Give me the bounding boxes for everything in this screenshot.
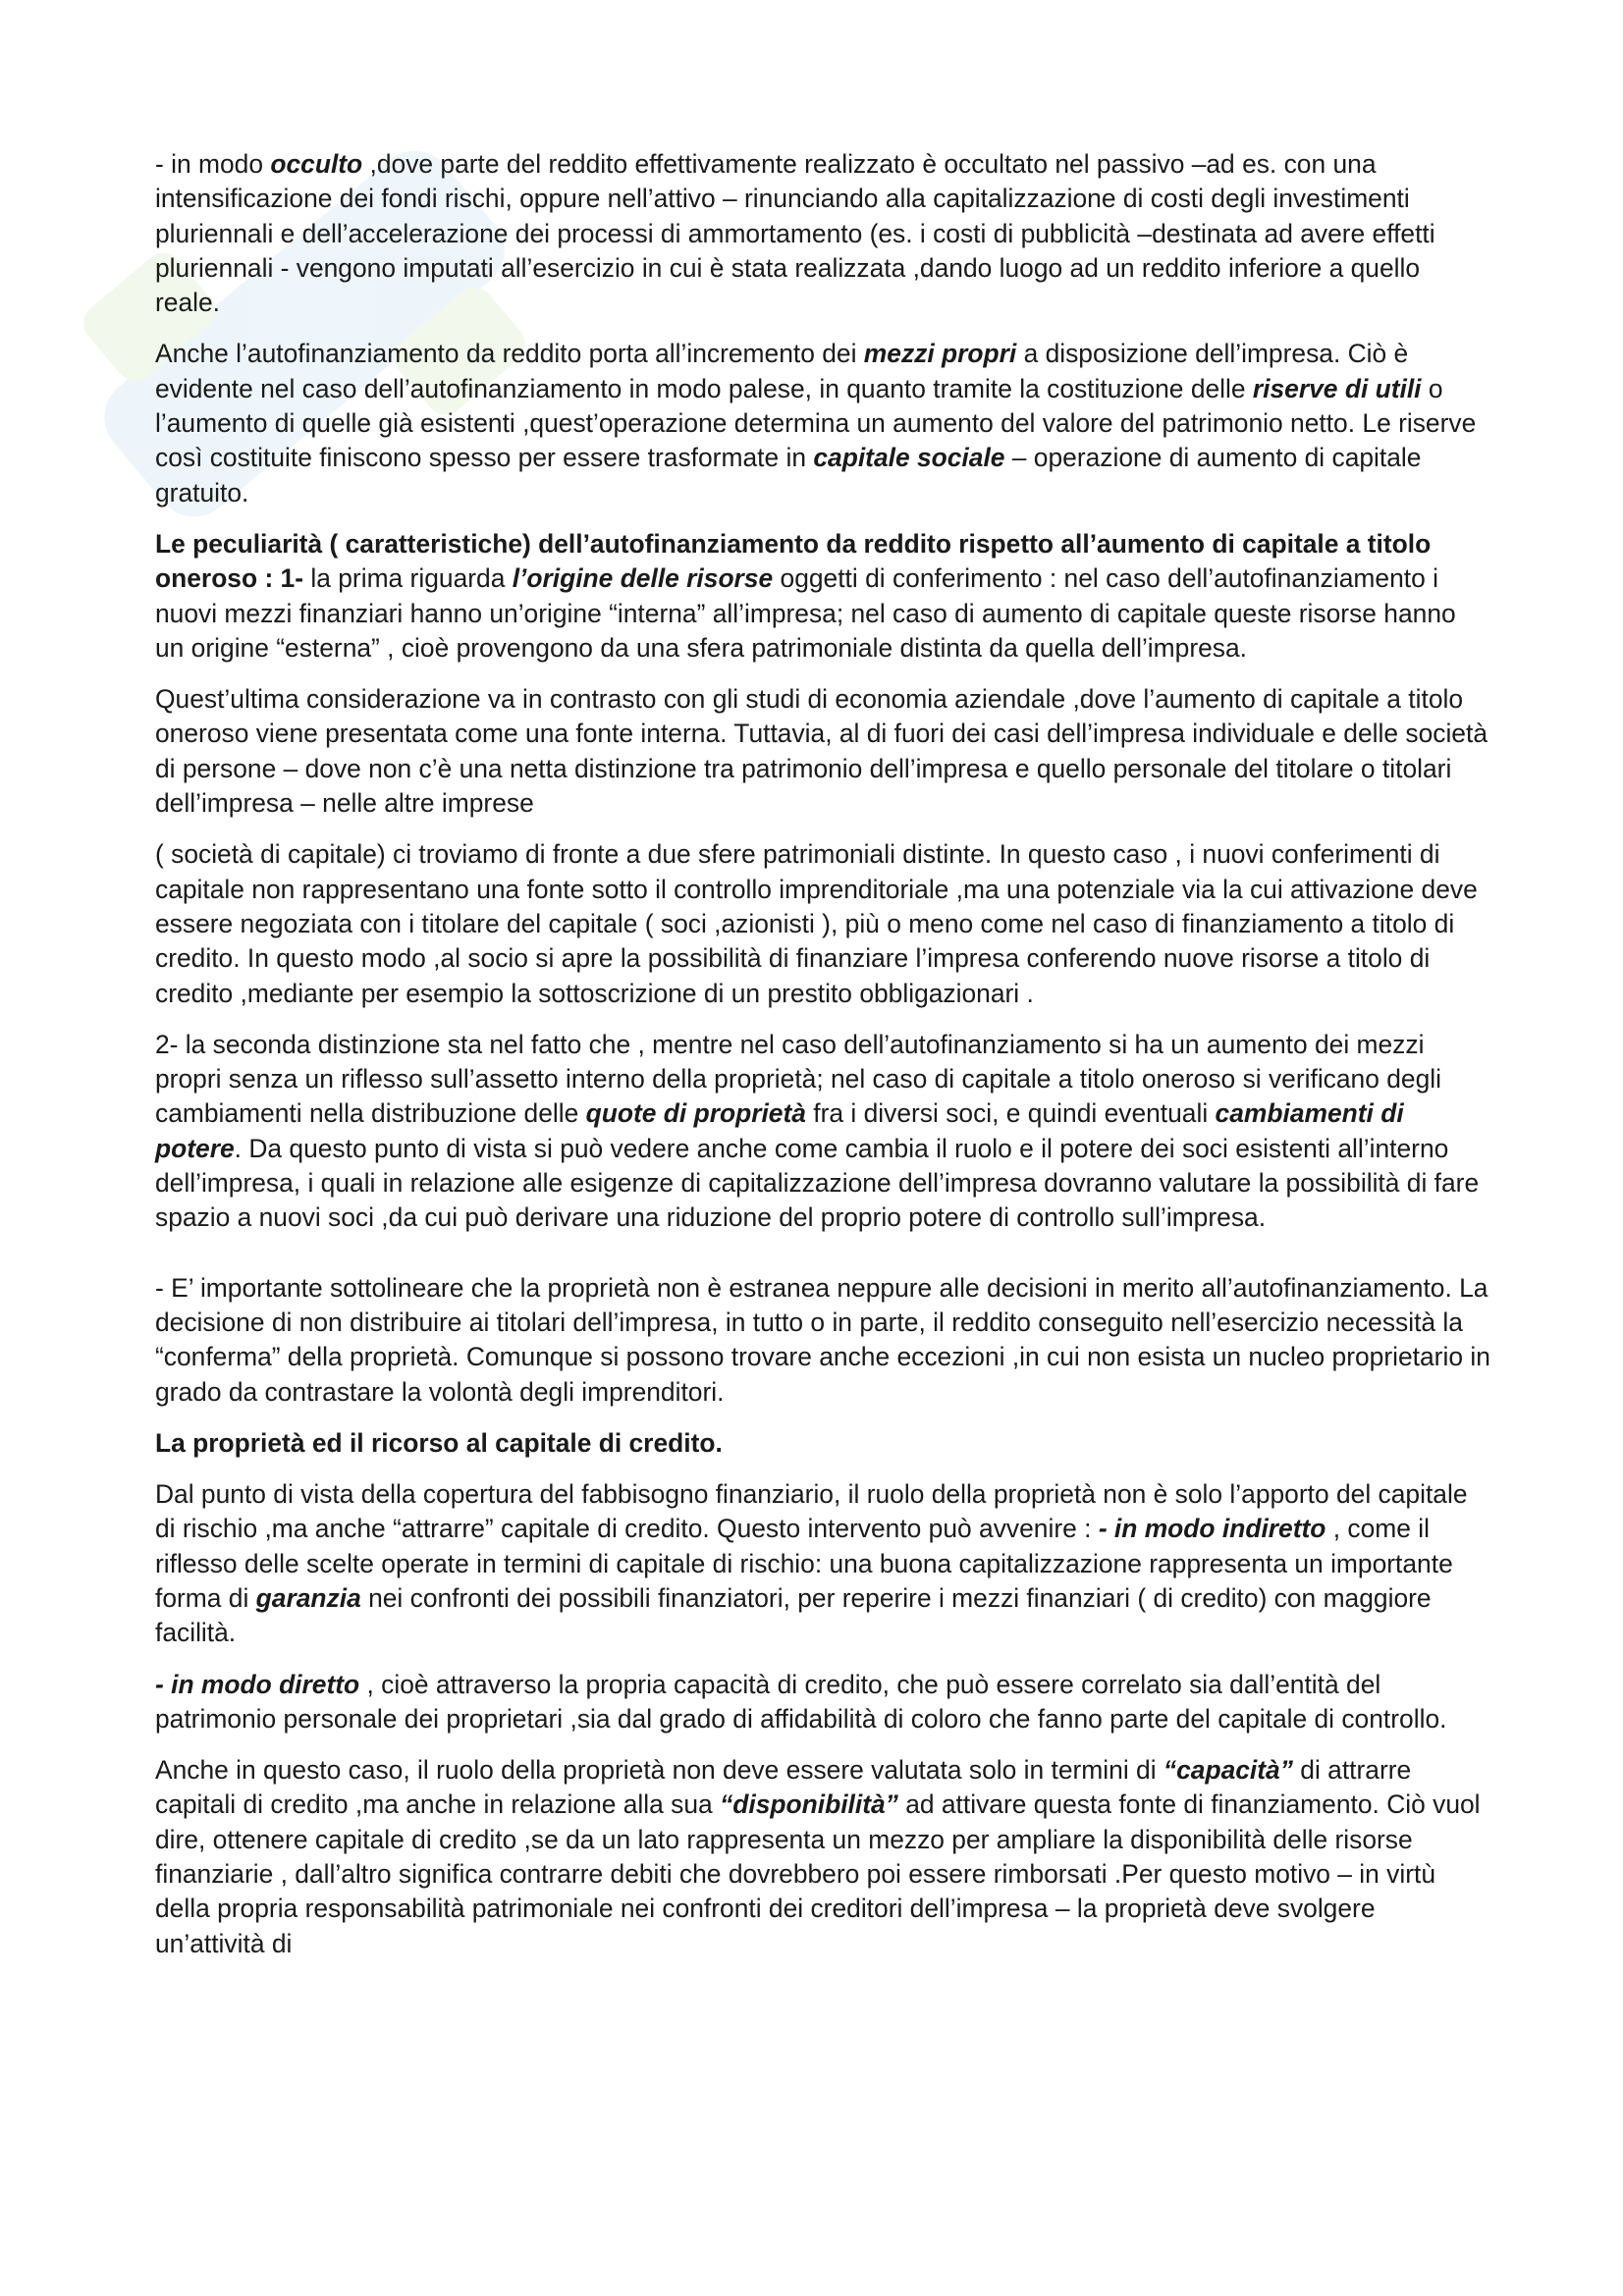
emphasis-text: occulto [270, 149, 363, 179]
emphasis-text: Le peculiarità ( caratteristiche) dell’autofinanziamento da reddito rispetto all’aumento di capitale a titolo oneroso : 1- [155, 528, 1432, 594]
document-body [155, 147, 1490, 1978]
text-run: di attrarre capitali di credito ,ma anche in relazione alla sua [155, 1755, 1412, 1820]
emphasis-text: l’origine delle risorse [512, 563, 774, 594]
text-run: Dal punto di vista della copertura del fabbisogno finanziario, il ruolo della proprietà non è solo l’apporto del capitale di rischio ,ma anche “attrarre” capitale di credito. Questo intervento può avvenire : [155, 1479, 1468, 1544]
paragraph [155, 1271, 1490, 1410]
emphasis-text: “disponibilità” [720, 1789, 898, 1820]
text-run: a disposizione dell’impresa. Ciò è evidente nel caso dell’autofinanziamento in modo palese, in quanto tramite la costituzione delle [155, 339, 1409, 403]
text-run: – operazione di aumento di capitale gratuito. [155, 443, 1422, 507]
emphasis-text: quote di proprietà [585, 1098, 806, 1129]
text-run: Anche l’autofinanziamento da reddito porta all’incremento dei [155, 339, 864, 369]
paragraph [155, 1668, 1490, 1737]
text-run: fra i diversi soci, e quindi eventuali [805, 1098, 1216, 1129]
paragraph [155, 337, 1490, 509]
paragraph [155, 1477, 1490, 1650]
paragraph [155, 147, 1490, 320]
paragraph [155, 1028, 1490, 1236]
paragraph [155, 1753, 1490, 1961]
text-run: . Da questo punto di vista si può vedere anche come cambia il ruolo e il potere dei soci esistenti all’interno dell’impresa, i quali in relazione alle esigenze di capitalizzazione dell’impresa dovranno valutare la possibilità di fare spazio a nuovi soci ,da cui può derivare una riduzione del proprio potere di controllo sull’impresa. [155, 1133, 1480, 1233]
emphasis-text: mezzi propri [863, 339, 1017, 369]
text-run: o l’aumento di quelle già esistenti ,quest’operazione determina un aumento del valore del patrimonio netto. Le riserve così costituite finiscono spesso per essere trasformate in [155, 373, 1477, 473]
emphasis-text: capitale sociale [813, 443, 1005, 473]
text-run: 2- la seconda distinzione sta nel fatto che , mentre nel caso dell’autofinanziamento si ha un aumento dei mezzi propri senza un riflesso sull’assetto interno della proprietà; nel caso di capitale a titolo oneroso si verificano degli cambiamenti nella distribuzione delle [155, 1029, 1441, 1129]
text-run: Quest’ultima considerazione va in contrasto con gli studi di economia aziendale ,dove l’aumento di capitale a titolo oneroso viene presentata come una fonte interna. Tuttavia, al di fuori dei casi dell’impresa individuale e delle società di persone – dove non c’è una netta distinzione tra patrimonio dell’impresa e quello personale del titolare o titolari dell’impresa – nelle altre imprese [155, 684, 1488, 819]
text-run: ,dove parte del reddito effettivamente realizzato è occultato nel passivo –ad es. con una intensificazione dei fondi rischi, oppure nell’attivo – rinunciando alla capitalizzazione di costi degli investimenti pluriennali e dell’accelerazione dei processi di ammortamento (es. i costi di pubblicità –destinata ad avere effetti pluriennali - vengono imputati all’esercizio in cui è stata realizzata ,dando luogo ad un reddito inferiore a quello reale. [155, 149, 1435, 318]
paragraph [155, 837, 1490, 1010]
emphasis-text: - in modo indiretto [1098, 1514, 1326, 1544]
text-run: - in modo [155, 149, 271, 179]
text-run: la prima riguarda [303, 563, 513, 594]
text-run: oggetti di conferimento : nel caso dell’autofinanziamento i nuovi mezzi finanziari hanno un’origine “interna” all’impresa; nel caso di aumento di capitale queste risorse hanno un origine “esterna” , cioè provengono da una sfera patrimoniale distinta da quella dell’impresa. [155, 563, 1456, 663]
text-run: nei confronti dei possibili finanziatori, per reperire i mezzi finanziari ( di credito) con maggiore facilità. [155, 1582, 1432, 1648]
text-run: - E’ importante sottolineare che la proprietà non è estranea neppure alle decisioni in merito all’autofinanziamento. La decisione di non distribuire ai titolari dell’impresa, in tutto o in parte, il reddito conseguito nell’esercizio necessità la “conferma” della proprietà. Comunque si possono trovare anche eccezioni ,in cui non esista un nucleo proprietario in grado da contrastare la volontà degli imprenditori. [155, 1272, 1490, 1407]
emphasis-text: garanzia [255, 1582, 361, 1613]
emphasis-text: “capacità” [1163, 1755, 1293, 1786]
paragraph [155, 527, 1490, 666]
paragraph [155, 682, 1490, 821]
text-run: , come il riflesso delle scelte operate in termini di capitale di rischio: una buona capitalizzazione rappresenta un importante forma di [155, 1514, 1453, 1613]
section-heading [155, 1426, 1490, 1461]
emphasis-text: La proprietà ed il ricorso al capitale di credito. [155, 1427, 723, 1458]
text-run: Anche in questo caso, il ruolo della proprietà non deve essere valutata solo in termini di [155, 1755, 1163, 1786]
text-run: ( società di capitale) ci troviamo di fronte a due sfere patrimoniali distinte. In questo caso , i nuovi conferimenti di capitale non rappresentano una fonte sotto il controllo imprenditoriale ,ma una potenziale via la cui attivazione deve essere negoziata con i titolare del capitale ( soci ,azionisti ), più o meno come nel caso di finanziamento a titolo di credito. In questo modo ,al socio si apre la possibilità di finanziare l’impresa conferendo nuove risorse a titolo di credito ,mediante per esempio la sottoscrizione di un prestito obbligazionari . [155, 839, 1478, 1008]
emphasis-text: riserve di utili [1252, 373, 1422, 403]
text-run: ad attivare questa fonte di finanziamento. Ciò vuol dire, ottenere capitale di credito ,se da un lato rappresenta un mezzo per ampliare la disponibilità delle risorse finanziarie , dall’altro significa contrarre debiti che dovrebbero poi essere rimborsati .Per questo motivo – in virtù della propria responsabilità patrimoniale nei confronti dei creditori dell’impresa – la proprietà deve svolgere un’attività di [155, 1789, 1481, 1958]
emphasis-text: cambiamenti di potere [155, 1098, 1404, 1163]
emphasis-text: - in modo diretto [155, 1669, 360, 1699]
text-run: , cioè attraverso la propria capacità di credito, che può essere correlato sia dall’entità del patrimonio personale dei proprietari ,sia dal grado di affidabilità di coloro che fanno parte del capitale di controllo. [155, 1669, 1447, 1734]
